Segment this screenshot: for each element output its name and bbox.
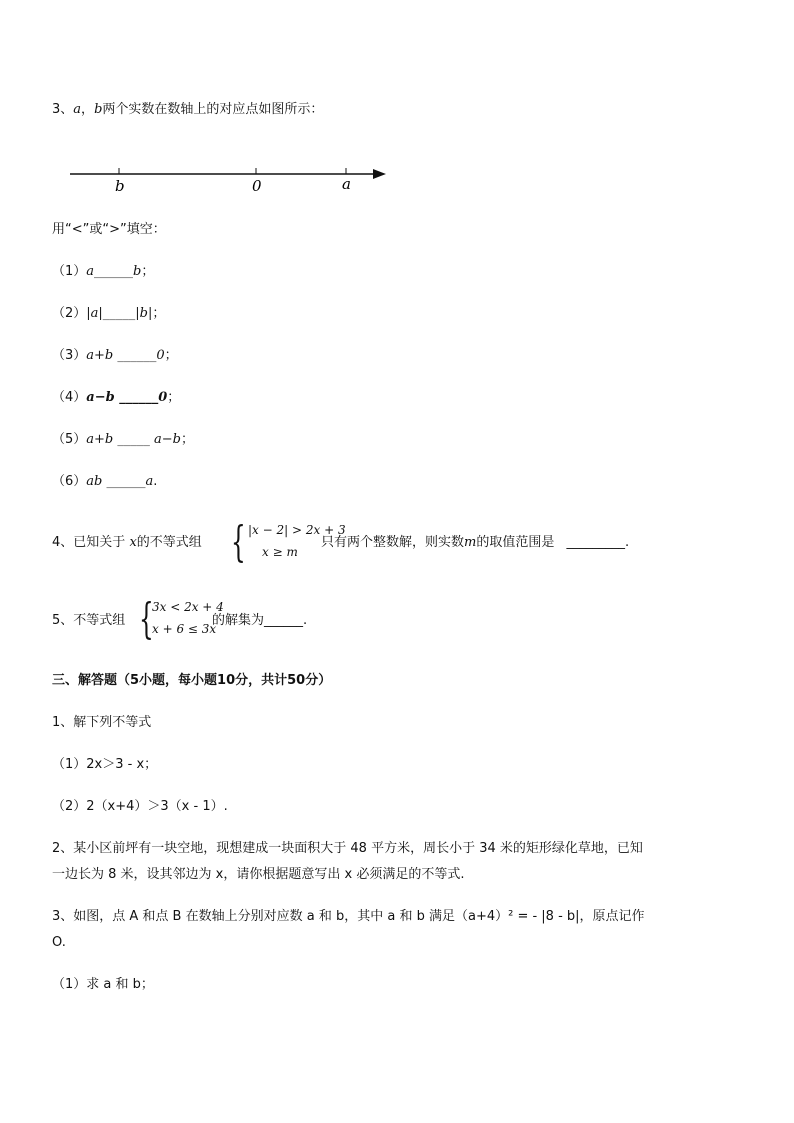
q3-var-a: a <box>73 102 82 117</box>
q5-post: 的解集为 <box>212 613 265 628</box>
q3-stem <box>52 101 323 119</box>
q3-var-b: b <box>94 102 103 117</box>
q3-item-4 <box>52 389 180 407</box>
p3-line-1: 3、如图，点 A 和点 B 在数轴上分别对应数 a 和 b，其中 a 和 b 满足（a+4）² = - |8 - b|，原点记作 <box>52 909 645 924</box>
q4-lead <box>52 534 202 552</box>
item-number: （2） <box>52 306 87 321</box>
q3-item-3 <box>52 347 178 365</box>
item-end: ； <box>152 306 166 321</box>
item-expr: |a|_____|b| <box>86 306 153 321</box>
q3-text: 两个实数在数轴上的对应点如图所示： <box>102 102 324 117</box>
q3-item-2 <box>52 305 165 323</box>
q5-system-row-2: x + 6 ≤ 3x <box>152 622 217 636</box>
q4-answer-blank: _________ <box>566 535 625 550</box>
q3-number: 3、 <box>52 102 74 117</box>
q4-post1: 只有两个整数解，则实数 <box>321 535 465 550</box>
item-number: （1） <box>52 264 87 279</box>
q4-system-row-2: x ≥ m <box>262 545 298 559</box>
item-number: （3） <box>52 348 87 363</box>
q3-item-6 <box>52 473 157 491</box>
p3-line-2: O. <box>52 935 66 950</box>
item-end: ； <box>141 264 155 279</box>
q4-var-x: x <box>129 535 137 550</box>
p1-item-2: （2）2（x+4）＞3（x - 1）. <box>52 799 228 814</box>
q5-brace-icon: { <box>139 594 154 643</box>
axis-arrow-icon <box>373 169 386 179</box>
q4-system-row-1: |x − 2| > 2x + 3 <box>248 523 346 537</box>
item-end: ； <box>180 432 194 447</box>
q5-pre: 不等式组 <box>73 613 126 628</box>
q4-brace-icon: { <box>231 517 246 566</box>
item-expr: a+b ______0 <box>86 348 165 363</box>
q5-number: 5、 <box>52 613 74 628</box>
q4-post2: 的取值范围是 <box>476 535 555 550</box>
q4-mid: 的不等式组 <box>136 535 202 550</box>
item-expr: a______b <box>86 264 142 279</box>
p1-title: 1、解下列不等式 <box>52 715 152 730</box>
item-number: （4） <box>52 390 87 405</box>
p3-item-1: （1）求 a 和 b； <box>52 977 154 992</box>
q4-tail <box>321 534 629 552</box>
item-expr: a−b ______0 <box>86 390 168 405</box>
label-zero: 0 <box>252 177 262 195</box>
q5-lead <box>52 612 125 630</box>
p1-item-1: （1）2x＞3 - x； <box>52 757 158 772</box>
q3-instruction: 用“<”或“>”填空： <box>52 222 166 237</box>
label-b: b <box>115 177 125 195</box>
item-end: ； <box>164 348 178 363</box>
item-number: （6） <box>52 474 87 489</box>
p2-line-2: 一边长为 8 米，设其邻边为 x，请你根据题意写出 x 必须满足的不等式. <box>52 867 465 882</box>
q5-tail <box>212 612 307 630</box>
q4-var-m: m <box>464 535 477 550</box>
q4-pre: 已知关于 <box>73 535 126 550</box>
q5-system-row-1: 3x < 2x + 4 <box>152 600 224 614</box>
item-expr: ab ______a <box>86 474 154 489</box>
section-title: 三、解答题（5小题，每小题10分，共计50分） <box>52 673 332 688</box>
number-line <box>60 160 400 200</box>
p2-line-1: 2、某小区前坪有一块空地，现想建成一块面积大于 48 平方米，周长小于 34 米的矩形绿化草地，已知 <box>52 841 643 856</box>
q5-answer-blank: ______ <box>264 613 304 628</box>
q5-end: . <box>303 613 308 628</box>
q3-item-5 <box>52 431 194 449</box>
item-end: . <box>153 474 158 489</box>
q4-end: . <box>625 535 630 550</box>
q3-sep: ， <box>81 102 95 117</box>
item-end: ； <box>167 390 181 405</box>
item-expr: a+b _____ a−b <box>86 432 181 447</box>
item-number: （5） <box>52 432 87 447</box>
q3-item-1 <box>52 263 154 281</box>
label-a: a <box>342 175 351 193</box>
q4-number: 4、 <box>52 535 74 550</box>
